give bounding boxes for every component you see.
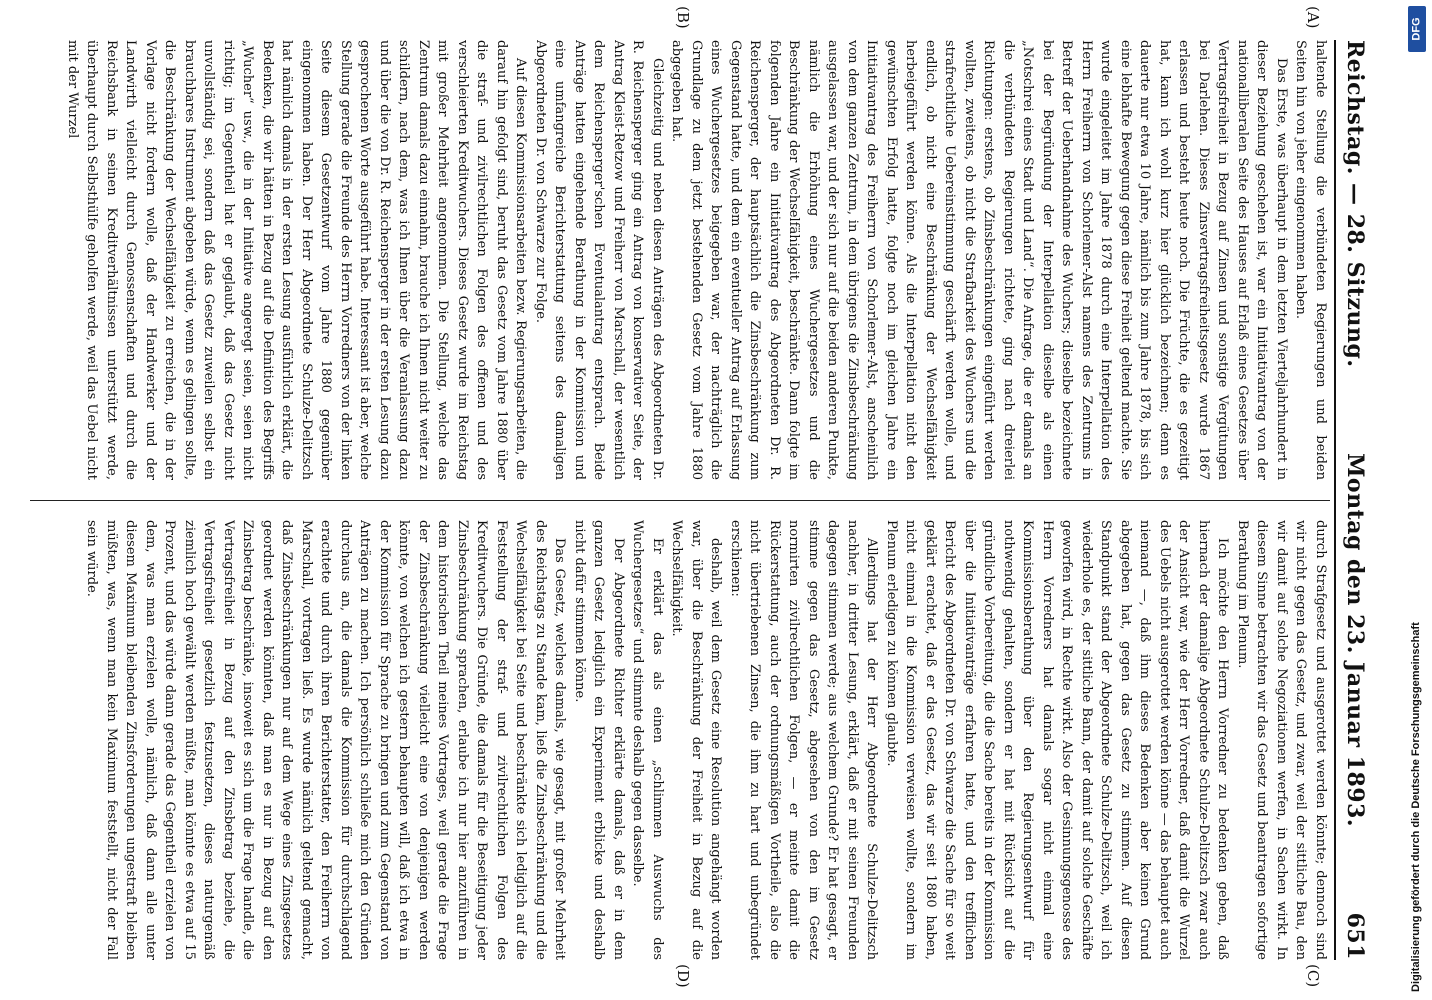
column-divider (30, 500, 1330, 501)
margin-marker-c: (C) (1304, 964, 1322, 988)
paragraph: Das Gesetz, welches damals, wie gesagt, mit großer Mehrheit des Reichstags zu Stande kam, ließ die Zinsbeschränkung und die Wechselfähigkeit bei Seite und beschränkte sich lediglich auf die Feststellung der straf- und zivilrechtlichen Folgen des Kreditwuchers. Die Gründe, die damals für die Beseitigung jeder Zinsbeschränkung sprachen, erlaube ich nur hier anzuführen in dem historischen Theil meines Vortrages, weil gerade die Frage der Zinsbeschränkung vielleicht eine von denjenigen werden könnte, von welchen ich gestern behaupten will, daß ich etwa in der Kommission für Sprache zu bringen und zum Gegenstand von Anträgen zu machen. Ich persönlich schließe mich den Gründen durchaus an, die damals die Kommission für durchschlagend erachtete und durch ihren Berichterstatter, den Freiherrn von Marschall, vortragen ließ. Es wurde nämlich geltend gemacht, daß Zinsbeschränkungen nur auf dem Wege eines Zinsgesetzes geordnet werden könnten, daß man es nur in Bezug auf den Zinsbetrag beschränke, insoweit es sich um die Frage handle, die Vertragsfreiheit in Bezug auf den Zinsbetrag beziehe, die Vertragsfreiheit gesetzlich festzusetzen, dieses naturgemäß ziemlich hoch gewählt werden müßte, man könnte es etwa auf 15 Prozent, und das würde dann gerade das Gegentheil erzielen von dem, was man erzielen wolle, nämlich, daß dann alle unter diesem Maximum bleibenden Zinsforderungen ungestraft bleiben müßten, was, wenn man kein Maximum feststellt, nicht der Fall sein würde. (84, 520, 568, 960)
page-number: 651 (1342, 912, 1368, 960)
paragraph: Der Abgeordnete Richter erklärte damals, daß er in dem ganzen Gesetz lediglich ein Experiment erblicke und deshalb nicht dafür stimmen könne. (572, 520, 626, 960)
paragraph: haltende Stellung die verbündeten Regierungen und beiden Seiten hin von jeher eingenommen haben. (1293, 40, 1328, 480)
paragraph: Allerdings hat der Herr Abgeordnete Schulze-Delitzsch nachher, in dritter Lesung, erklärt, daß er mit seinen Freunden dagegen stimmen werde; aus welchem Grunde? Er hat gesagt, er stimme gegen das Gesetz, abgesehen von den im Gesetz normirten zivilrechtlichen Folgen, — er meinte damit die Rückerstattung, auch der ordnungsmäßigen Vortheile, also die nicht übertriebenen Zinsen, die ihm zu hart und unbegründet erschienen: (728, 520, 880, 960)
funding-sidebar (1402, 0, 1432, 1000)
margin-marker-d: (D) (674, 964, 692, 988)
header-rule (1334, 40, 1336, 960)
paragraph: durch Strafgesetz und ausgerottet werden könnte; dennoch sind wir nicht gegen das Gesetz, und zwar, weil der sittliche Bau, den wir damit auf solche Negoziationen werfen, in Sachen wirkt. In diesem Sinne betrachten wir das Gesetz und beantragen sofortige Berathung im Plenum. (1235, 520, 1328, 960)
margin-marker-b: (B) (674, 6, 692, 29)
quoted-paragraph: deshalb, weil dem Gesetz eine Resolution angehängt worden war, über die Beschränkung der Freiheit in Bezug auf die Wechselfähigkeit. (669, 520, 724, 960)
right-column (30, 520, 1330, 960)
left-column (30, 40, 1330, 480)
paragraph: Ich möchte den Herrn Vorredner zu bedenken geben, daß hiernach der damalige Abgeordnete Schulze-Delitzsch zwar auch der Ansicht war, wie der Herr Vorredner, daß damit die Wurzel des Uebels nicht ausgerottet werden könne — das behauptet auch niemand —, daß ihm dieses Bedenken aber keinen Grund abgegeben hat, gegen das Gesetz zu stimmen. Auf diesen Standpunkt stand der Abgeordnete Schulze-Delitzsch, weil ich wiederhole es, der sittliche Bann, der damit auf solche Geschäfte geworfen wird, in Rechte wirkt. Also der Gesinnungsgenosse des Herrn Vorredners hat damals sogar nicht einmal eine Kommissionsberathung über den Regierungsentwurf für nothwendig gehalten, sondern er hat mit Rücksicht auf die gründliche Vorbereitung, die die Sache bereits in der Kommission über die Initiativanträge erfahren hatte, und den trefflichen Bericht des Abgeordneten Dr. von Schwarze die Sache für so weit geklärt erachtet, daß er das Gesetz, das wir seit 1880 haben, nicht einmal in die Kommission verweisen wollte, sondern im Plenum erledigen zu können glaubte. (884, 520, 1231, 960)
paragraph: Er erklärt das als einen „schlimmen Auswuchs des Wuchergesetzes“ und stimmte deshalb gegen dasselbe. (630, 520, 665, 960)
dfg-logo: DFG (1408, 6, 1426, 52)
paragraph: Gleichzeitig und neben diesen Anträgen des Abgeordneten Dr. R. Reichensperger ging ein Antrag von konservativer Seite, der Antrag Kleist-Retzow und Freiherr von Marschall, der wesentlich dem Reichensperger'schen Eventualantrag entsprach. Beide Anträge hatten eingehende Berathung in der Kommission und eine umfangreiche Berichterstattung seitens des damaligen Abgeordneten Dr. von Schwarze zur Folge. (533, 40, 665, 480)
funding-note: Digitalisierung gefördert durch die Deutsche Forschungsgemeinschaft (1410, 622, 1422, 992)
paragraph: Auf diesen Kommissionsarbeiten bezw. Regierungsarbeiten, die darauf hin gefolgt sind, beruht das Gesetz vom Jahre 1880 über die straf- und zivilrechtlichen Folgen des offenen und des verschleierten Kreditwuchers. Dieses Gesetz wurde im Reichstag mit großer Mehrheit angenommen. Die Stellung, welche das Zentrum damals dazu einnahm, brauche ich Ihnen nicht weiter zu schildern, nach dem, was ich Ihnen über die Veranlassung dazu und über die von Dr. R. Reichensperger in der ersten Lesung dazu gesprochenen Worte ausgeführt habe. Interessant ist aber, welche Stellung gerade die Freunde des Herrn Vorredners von der linken Seite diesem Gesetzentwurf vom Jahre 1880 gegenüber eingenommen haben. Der Herr Abgeordnete Schulze-Delitzsch hat nämlich damals in der ersten Lesung ausführlich erklärt, die Bedenken, die wir hätten in Bezug auf die Definition des Begriffs „Wucher“ usw., die in der Initiative angeregt seien, seien nicht richtig; im Gegentheil hat er geglaubt, daß das Gesetz nicht unvollständig sei, sondern daß das Gesetz zuweilen selbst ein brauchbares Instrument abgeben würde, wenn es gelingen sollte, die Beschränkung der Wechselfähigkeit zu erreichen, die in der Vorlage nicht fordern wolle, daß der Handwerker und der Landwirth vielleicht durch Genossenschaften und durch die Reichsbank in seinen Kreditverhältnissen unterstützt werde, überhaupt durch Selbsthülfe geholfen werde, weil das Uebel nicht mit der Wurzel (65, 40, 529, 480)
header-left: Reichstag. — 28. Sitzung. (1342, 40, 1368, 368)
page-header (1342, 40, 1382, 960)
document-page (12, 0, 1392, 1000)
header-date: Montag den 23. Januar 1893. (1342, 453, 1368, 828)
margin-marker-a: (A) (1304, 6, 1322, 29)
paragraph: Das Erste, was überhaupt in dem letzten Vierteljahrhundert in dieser Beziehung geschehen ist, war ein Initiativantrag von der nationalliberalen Seite des Hauses auf Erlaß eines Gesetzes über Vertragsfreiheit in Bezug auf Zinsen und sonstige Vergütungen bei Darlehen. Dieses Zinsvertragsfreiheitsgesetz wurde 1867 erlassen und besteht heute noch. Die Früchte, die es gezeitigt hat, kann ich wohl kurz hier glücklich bezeichnen; denn es dauerte nur etwa 10 Jahre, nämlich bis zum Jahre 1878, bis sich eine lebhafte Bewegung gegen diese Freiheit geltend machte. Sie wurde eingeleitet im Jahre 1878 durch eine Interpellation des Herrn Freiherrn von Schorlemer-Alst namens des Zentrums in Betreff der Ueberhandnahme des Wuchers; dieselbe bezeichnete bei der Begründung der Interpellation dieselbe als einen „Notschrei eines Stadt und Land“. Die Anfrage, die er damals an die verbündeten Regierungen richtete, ging nach dreierlei Richtungen: erstens, ob Zinsbeschränkungen eingeführt werden wollten, zweitens, ob nicht die Strafbarkeit des Wuchers und die strafrechtliche Uebereinstimmung geschärft werden wolle, und endlich, ob nicht eine Beschränkung der Wechselfähigkeit herbeigeführt werden könne. Als die Interpellation nicht den gewünschten Erfolg hatte, folgte noch im gleichen Jahre ein Initiativantrag des Freiherrn von Schorlemer-Alst, anscheinlich von dem ganzen Zentrum, in dem übrigens die Zinsbeschränkung ausgelassen war, und der sich nur auf die beiden anderen Punkte, nämlich die Erhöhung eines Wuchergesetzes und die Beschränkung der Wechselfähigkeit, beschränkte. Dann folgte im folgenden Jahre ein Initiativantrag des Abgeordneten Dr. R. Reichensperger, der hauptsächlich die Zinsbeschränkung zum Gegenstand hatte, und dem ein eventueller Antrag auf Erlassung eines Wuchergesetzes beigegeben war, der nachträglich die Grundlage zu dem jetzt bestehenden Gesetz vom Jahre 1880 abgegeben hat. (669, 40, 1289, 480)
